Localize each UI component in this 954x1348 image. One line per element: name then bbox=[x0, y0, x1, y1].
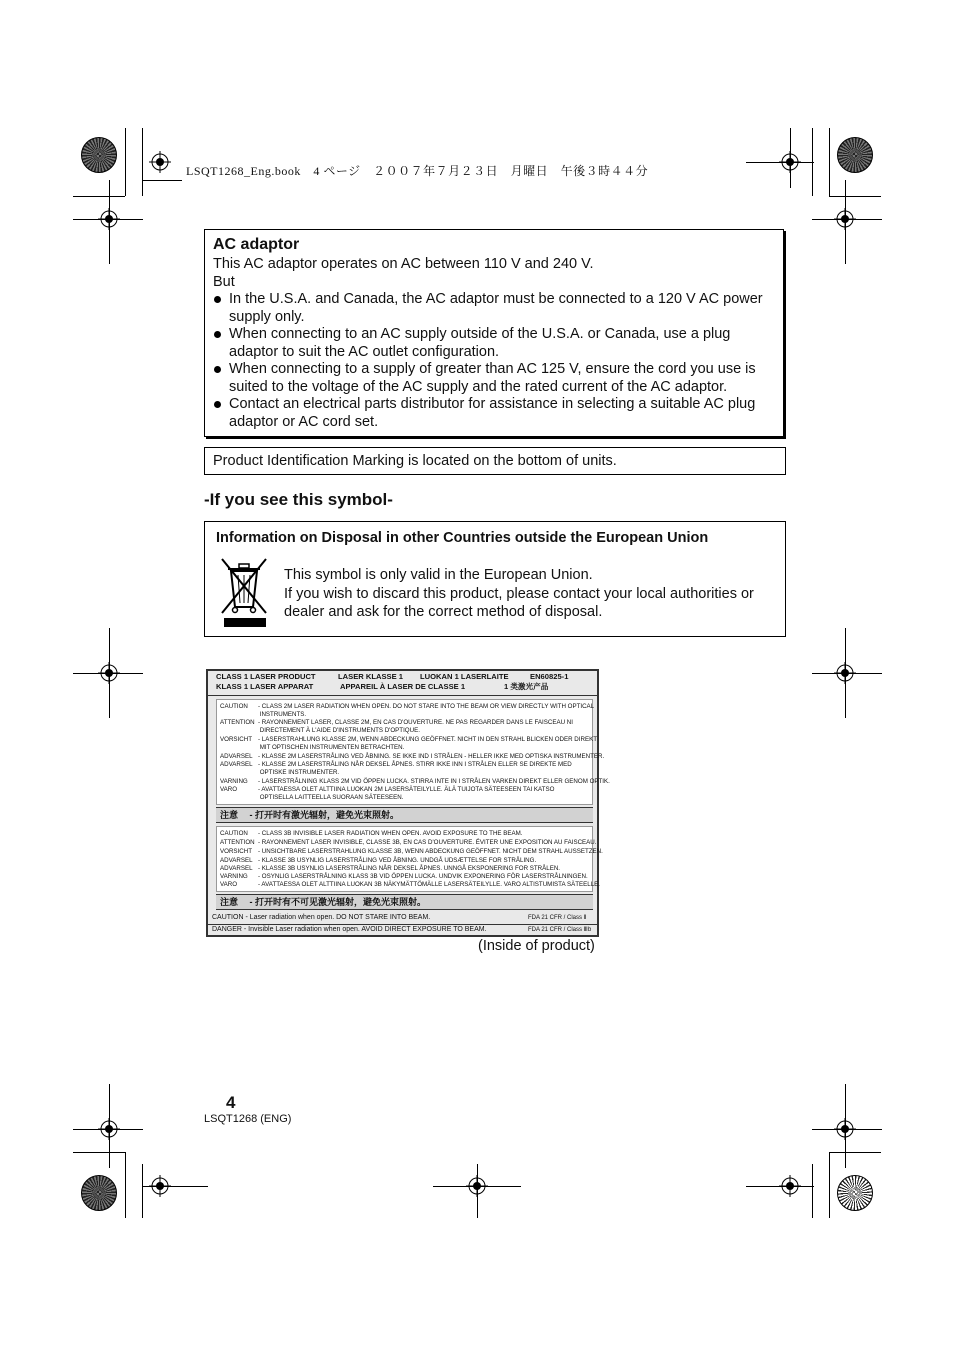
laser-footer-divider bbox=[208, 924, 597, 925]
crop-line bbox=[142, 128, 143, 196]
laser-line: DIRECTEMENT À L'AIDE D'INSTRUMENTS D'OPTIQUE. bbox=[258, 727, 420, 734]
ac-adaptor-title: AC adaptor bbox=[213, 236, 300, 253]
disposal-box bbox=[204, 521, 786, 637]
laser-line: VARO - AVATTAESSA OLET ALTTIINA LUOKAN 3B NÄKYMÄTTÖMÄLLE LASERSÄTEILYLLE. VARO ALTISTUMISTA SÄTEELLE. bbox=[220, 881, 601, 888]
crop-line bbox=[812, 219, 882, 220]
registration-mark-icon bbox=[466, 1175, 488, 1197]
crop-line bbox=[845, 180, 846, 264]
registration-mark-icon bbox=[98, 1118, 120, 1140]
laser-line: VARNING - OSYNLIG LASERSTRÅLNING KLASS 3B VID ÖPPEN LUCKA. UNDVIK EXPONERING FÖR LASERSTRÅLNINGEN. bbox=[220, 873, 588, 880]
product-id-box: Product Identification Marking is located on the bottom of units. bbox=[204, 447, 786, 475]
laser-line: VARNING - LASERSTRÅLNING KLASS 2M VID ÖPPEN LUCKA. STIRRA INTE IN I STRÅLEN VARKEN DIREKT ELLER GENOM OPTIK. bbox=[220, 778, 610, 785]
laser-chinese-band: 注意 - 打开时有激光辐射，避免光束照射。 bbox=[216, 807, 593, 823]
crop-line bbox=[125, 128, 126, 196]
disposal-title: Information on Disposal in other Countries outside the European Union bbox=[216, 530, 709, 546]
crop-line bbox=[829, 128, 830, 196]
disposal-line-1: This symbol is only valid in the European Union. bbox=[284, 567, 593, 583]
laser-line: ADVARSEL - KLASSE 3B USYNLIG LASERSTRÅLING VED ÅBNING. UNDGÅ UDSÆTTELSE FOR STRÅLING. bbox=[220, 857, 537, 864]
list-item: When connecting to a supply of greater than AC 125 V, ensure the cord you use is suited to the voltage of the AC supply and the rated current of the AC adaptor. bbox=[213, 361, 783, 396]
crop-line bbox=[73, 219, 143, 220]
ac-adaptor-but: But bbox=[213, 273, 235, 290]
laser-line: INSTRUMENTS. bbox=[258, 711, 307, 718]
ac-adaptor-box bbox=[204, 229, 784, 437]
laser-top-text: EN60825-1 bbox=[530, 672, 569, 681]
laser-line: ADVARSEL - KLASSE 2M LASERSTRÅLING VED ÅBNING. SE IKKE IND I STRÅLEN - HELLER IKKE MED OPTISKA INSTRUMENTER. bbox=[220, 753, 605, 760]
crop-line bbox=[125, 1152, 126, 1218]
registration-mark-icon bbox=[779, 151, 801, 173]
laser-line: VARO - AVATTAESSA OLET ALTTIINA LUOKAN 2M LASERSÄTEILYLLE. ÄLÄ TUIJOTA SÄTEESEEN TAI KATSO bbox=[220, 786, 555, 793]
laser-top-text: 1 类激光产品 bbox=[504, 682, 549, 691]
symbol-heading: -If you see this symbol- bbox=[204, 490, 393, 509]
color-wheel-icon bbox=[81, 1175, 117, 1211]
laser-line: ATTENTION - RAYONNEMENT LASER, CLASSE 2M, EN CAS D'OUVERTURE. NE PAS REGARDER DANS LE FAISCEAU NI bbox=[220, 719, 573, 726]
laser-panel-3b bbox=[216, 826, 603, 892]
registration-mark-icon bbox=[98, 662, 120, 684]
laser-footer-danger: DANGER - Invisible Laser radiation when open. AVOID DIRECT EXPOSURE TO BEAM. FDA 21 CFR / Class Ⅲb bbox=[212, 926, 592, 933]
disposal-line-2: If you wish to discard this product, please contact your local authorities or dealer and ask for the correct method of disposal. bbox=[284, 585, 754, 620]
laser-chinese-band: 注意 - 打开时有不可见激光辐射，避免光束照射。 bbox=[216, 894, 593, 910]
crop-line bbox=[829, 1152, 881, 1153]
image-caption: (Inside of product) bbox=[478, 938, 595, 954]
laser-warning-label bbox=[206, 669, 610, 937]
laser-top-text: APPAREIL À LASER DE CLASSE 1 bbox=[340, 682, 466, 691]
page-number: 4 bbox=[226, 1093, 236, 1112]
laser-footer-caution: CAUTION - Laser radiation when open. DO NOT STARE INTO BEAM. FDA 21 CFR / Class Ⅱ bbox=[212, 914, 587, 921]
registration-mark-icon bbox=[779, 1175, 801, 1197]
registration-mark-icon bbox=[834, 662, 856, 684]
laser-line: MIT OPTISCHEN INSTRUMENTEN BETRACHTEN. bbox=[258, 744, 405, 751]
laser-line: ADVARSEL - KLASSE 2M LASERSTRÅLING NÅR DEKSEL ÅPNES. STIRR IKKE INN I STRÅLEN ELLER SE DIREKTE MED bbox=[220, 761, 572, 768]
color-wheel-icon bbox=[81, 137, 117, 173]
list-item: In the U.S.A. and Canada, the AC adaptor must be connected to a 120 V AC power supply only. bbox=[213, 291, 783, 326]
disposal-text bbox=[284, 566, 779, 622]
crop-line bbox=[142, 180, 182, 181]
laser-line: CAUTION - CLASS 2M LASER RADIATION WHEN OPEN. DO NOT STARE INTO THE BEAM OR VIEW DIRECTLY WITH OPTICAL bbox=[220, 703, 595, 710]
laser-line: VORSICHT - LASERSTRAHLUNG KLASSE 2M, WENN ABDECKUNG GEÖFFNET. NICHT IN DEN STRAHL BLICKEN ODER DIREKT bbox=[220, 736, 597, 743]
bin-bar bbox=[224, 618, 266, 627]
crop-line bbox=[829, 196, 881, 197]
crop-line bbox=[73, 1152, 125, 1153]
crop-line bbox=[109, 180, 110, 264]
crop-line bbox=[829, 1152, 830, 1218]
crop-line bbox=[142, 1164, 143, 1218]
list-item: Contact an electrical parts distributor for assistance in selecting a suitable AC plug adaptor or AC cord set. bbox=[213, 396, 783, 431]
laser-line: ATTENTION - RAYONNEMENT LASER INVISIBLE, CLASSE 3B, EN CAS D'OUVERTURE. ÉVITER UNE EXPOSITION AU FAISCEAU. bbox=[220, 839, 597, 846]
page-code: LSQT1268 (ENG) bbox=[204, 1113, 292, 1125]
book-header-line: LSQT1268_Eng.book 4 ページ ２００７年７月２３日 月曜日 午後３時４４分 bbox=[186, 164, 649, 178]
laser-line: OPTISELLA LAITTEELLA SUORAAN SÄTEESEEN. bbox=[258, 794, 404, 801]
ac-adaptor-intro: This AC adaptor operates on AC between 110 V and 240 V. bbox=[213, 256, 594, 272]
laser-top-text: LASER KLASSE 1 bbox=[338, 672, 403, 681]
crop-line bbox=[73, 196, 125, 197]
laser-line: VORSICHT - UNSICHTBARE LASERSTRAHLUNG KLASSE 3B, WENN ABDECKUNG GEÖFFNET. NICHT DEM STRAHL AUSSETZEN. bbox=[220, 848, 603, 855]
list-item: When connecting to an AC supply outside of the U.S.A. or Canada, use a plug adaptor to suit the AC outlet configuration. bbox=[213, 326, 783, 361]
laser-top-text: LUOKAN 1 LASERLAITE bbox=[420, 672, 509, 681]
laser-top-text: KLASS 1 LASER APPARAT bbox=[216, 682, 314, 691]
laser-line: CAUTION - CLASS 3B INVISIBLE LASER RADIATION WHEN OPEN. AVOID EXPOSURE TO THE BEAM. bbox=[220, 830, 523, 837]
registration-mark-icon bbox=[149, 1175, 171, 1197]
color-wheel-icon bbox=[837, 137, 873, 173]
laser-top-text: CLASS 1 LASER PRODUCT bbox=[216, 672, 316, 681]
color-wheel-icon bbox=[837, 1175, 873, 1211]
laser-panel-2m bbox=[216, 699, 610, 805]
registration-mark-icon bbox=[149, 151, 171, 173]
laser-line: OPTISKE INSTRUMENTER. bbox=[258, 769, 340, 776]
laser-label-top bbox=[208, 671, 597, 696]
laser-line: ADVARSEL - KLASSE 3B USYNLIG LASERSTRÅLING NÅR DEKSEL ÅPNES. UNNGÅ EKSPONERING FOR STRÅLEN. bbox=[220, 865, 561, 872]
crop-line bbox=[812, 1164, 813, 1218]
ac-adaptor-list bbox=[213, 291, 783, 431]
registration-mark-icon bbox=[834, 1118, 856, 1140]
